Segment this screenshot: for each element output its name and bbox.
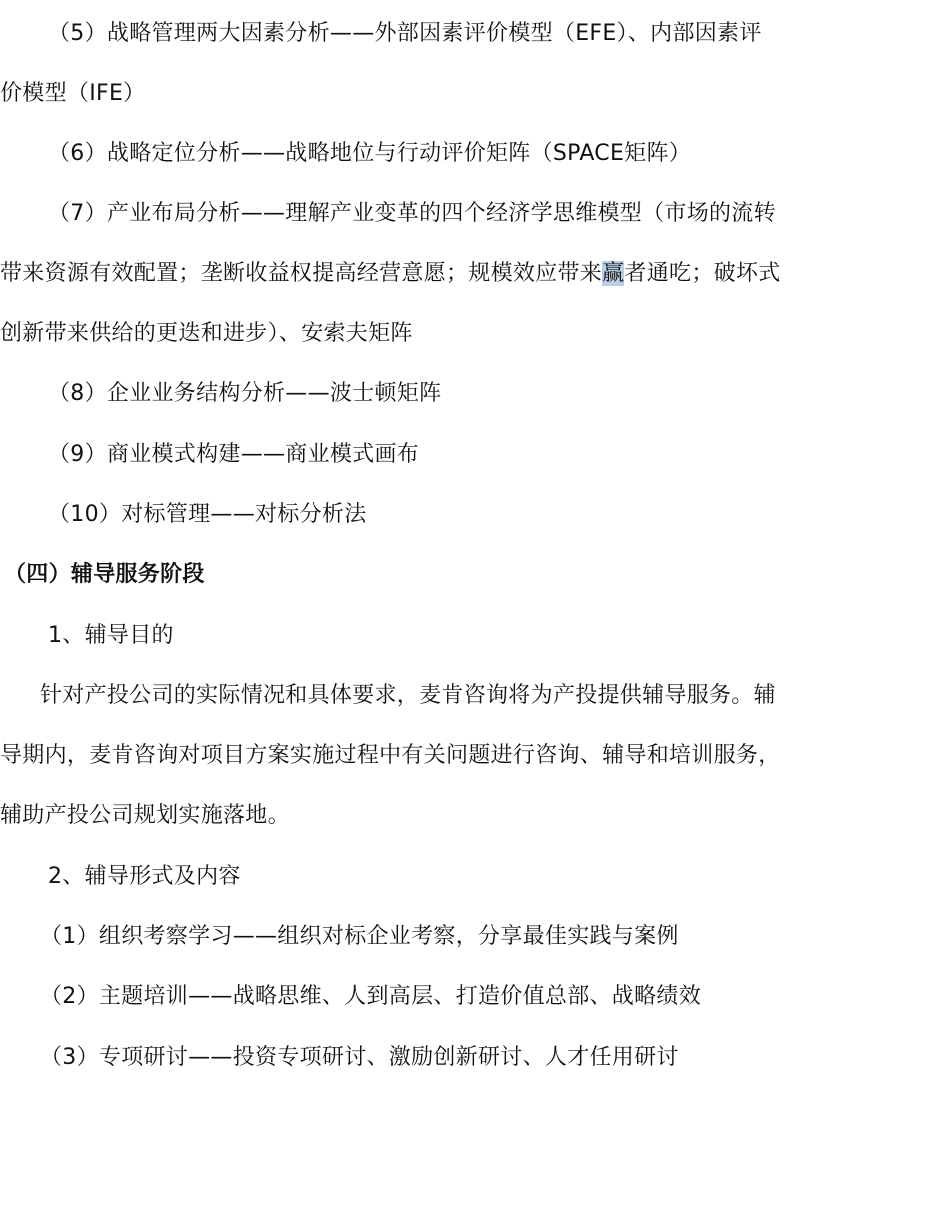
list-item: （1）组织考察学习——组织对标企业考察，分享最佳实践与案例 [40,924,679,949]
paragraph-7-line-3: 创新带来供给的更迭和进步）、安索夫矩阵 [0,321,413,346]
paragraph-5-line-1: （5）战略管理两大因素分析——外部因素评价模型（EFE）、内部因素评 [48,21,762,46]
paragraph-5-line-2: 价模型（IFE） [0,81,146,106]
paragraph-7-line-1: （7）产业布局分析——理解产业变革的四个经济学思维模型（市场的流转 [48,201,776,226]
paragraph-7-line-2-text-b: 者通吃；破坏式 [624,261,781,286]
paragraph-10: （10）对标管理——对标分析法 [48,502,367,527]
paragraph-6: （6）战略定位分析——战略地位与行动评价矩阵（SPACE矩阵） [48,141,692,166]
paragraph-9: （9）商业模式构建——商业模式画布 [48,442,420,467]
paragraph-8: （8）企业业务结构分析——波士顿矩阵 [48,381,442,406]
subsection-2-title: 2、辅导形式及内容 [48,864,241,889]
subsection-1-line-3: 辅助产投公司规划实施落地。 [0,803,290,828]
subsection-1-line-2: 导期内，麦肯咨询对项目方案实施过程中有关问题进行咨询、辅导和培训服务， [0,743,781,768]
subsection-1-line-1: 针对产投公司的实际情况和具体要求，麦肯咨询将为产投提供辅导服务。辅 [40,683,776,708]
section-heading: （四）辅导服务阶段 [4,562,205,587]
subsection-1-title: 1、辅导目的 [48,623,174,648]
paragraph-7-line-2-text-a: 带来资源有效配置；垄断收益权提高经营意愿；规模效应带来 [0,261,603,286]
text-selection-highlight: 赢 [602,261,625,286]
list-item: （2）主题培训——战略思维、人到高层、打造价值总部、战略绩效 [40,984,701,1009]
paragraph-7-line-2 [0,259,781,289]
list-item: （3）专项研讨——投资专项研讨、激励创新研讨、人才任用研讨 [40,1045,679,1070]
